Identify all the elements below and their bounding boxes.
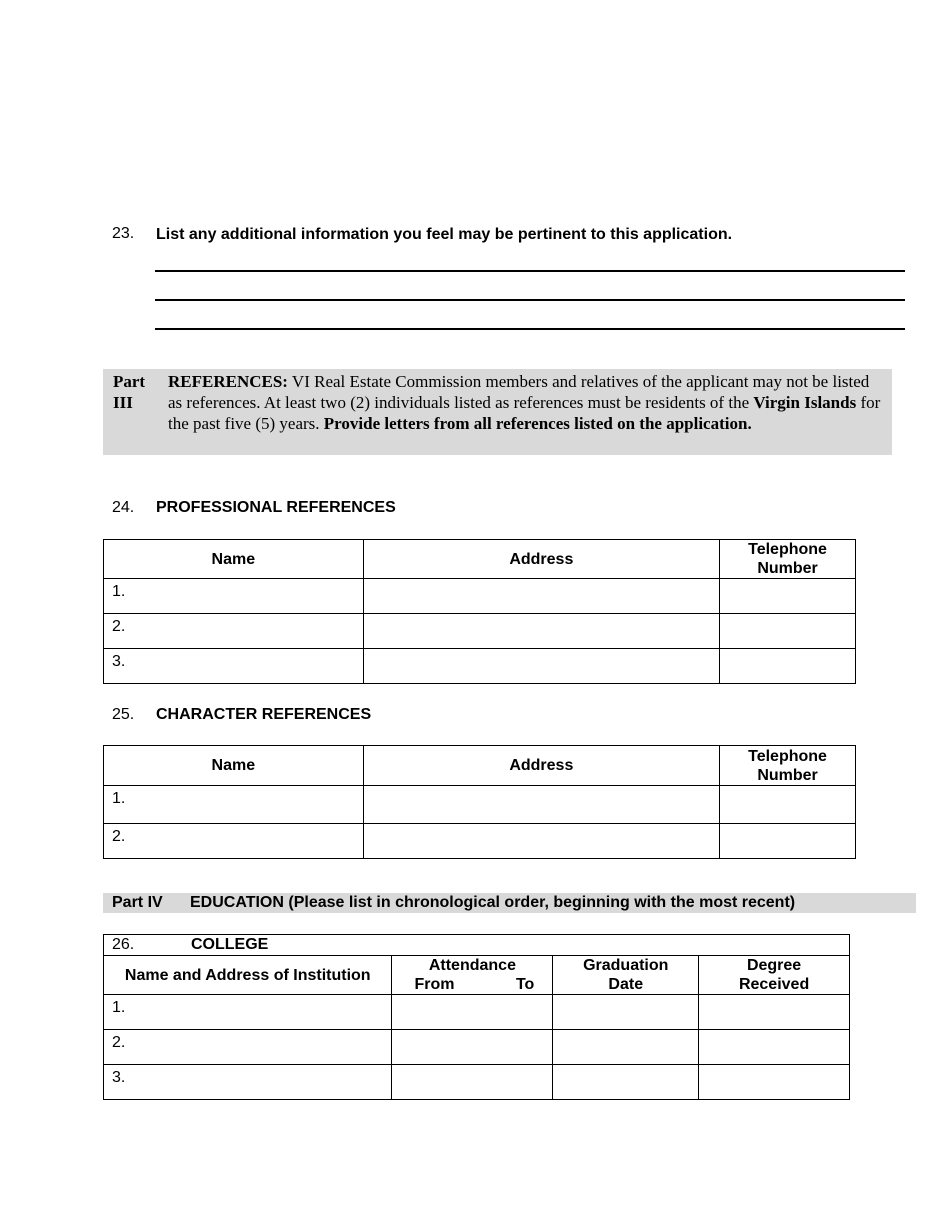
header-graduation-line-2: Date [608, 976, 644, 993]
header-institution: Name and Address of Institution [104, 956, 392, 995]
institution-cell[interactable]: 1. [104, 995, 392, 1030]
institution-cell[interactable]: 3. [104, 1065, 392, 1100]
header-graduation-line-1: Graduation [583, 957, 669, 974]
graduation-date-cell[interactable] [553, 1065, 699, 1100]
references-bold-2: Provide letters from all references listed on the application. [323, 414, 752, 433]
question-25-number: 25. [112, 706, 135, 723]
question-24-number: 24. [112, 499, 135, 516]
part-3-label-line-1: Part [113, 372, 146, 391]
part-4-label: Part IV [112, 894, 163, 911]
telephone-cell[interactable] [720, 786, 856, 824]
header-graduation-date [553, 956, 699, 995]
header-address: Address [363, 540, 719, 579]
table-row [104, 579, 856, 614]
name-cell[interactable]: 3. [104, 649, 364, 684]
header-attendance-sub [392, 975, 552, 994]
header-degree-line-2: Received [738, 976, 810, 993]
table-row [104, 1065, 850, 1100]
table-row [104, 995, 850, 1030]
table-row [104, 786, 856, 824]
college-title-row [104, 935, 850, 956]
part-4-title: EDUCATION (Please list in chronological order, beginning with the most recent) [190, 894, 796, 911]
part-4-education-banner [103, 893, 916, 913]
question-26-title: COLLEGE [191, 936, 269, 953]
table-row [104, 824, 856, 859]
table-header-row [104, 540, 856, 579]
answer-line-1[interactable] [155, 270, 905, 272]
references-text-2: for the past five (5) years. [168, 393, 881, 433]
attendance-cell[interactable] [392, 1030, 553, 1065]
graduation-date-cell[interactable] [553, 1030, 699, 1065]
telephone-cell[interactable] [720, 824, 856, 859]
header-telephone-line-2: Number [757, 560, 818, 577]
answer-line-3[interactable] [155, 328, 905, 330]
part-3-label [113, 371, 163, 413]
table-header-row [104, 956, 850, 995]
address-cell[interactable] [363, 786, 719, 824]
header-to: To [515, 976, 535, 993]
attendance-cell[interactable] [392, 1065, 553, 1100]
part-3-references-banner [103, 369, 892, 455]
name-cell[interactable]: 1. [104, 786, 364, 824]
character-references-table [103, 745, 856, 859]
table-row [104, 649, 856, 684]
header-telephone-line-1: Telephone [748, 541, 827, 558]
header-address: Address [363, 746, 719, 786]
header-from: From [414, 976, 455, 993]
name-cell[interactable]: 2. [104, 824, 364, 859]
answer-line-2[interactable] [155, 299, 905, 301]
college-title-cell [104, 935, 850, 956]
address-cell[interactable] [363, 614, 719, 649]
degree-cell[interactable] [699, 1030, 850, 1065]
header-telephone [720, 540, 856, 579]
references-text-1: VI Real Estate Commission members and relatives of the applicant may not be listed as references. At least two (2) individuals listed as references must be residents of the [168, 372, 870, 412]
question-25-title: CHARACTER REFERENCES [156, 706, 372, 723]
question-26-number: 26. [112, 936, 135, 953]
question-23-text: List any additional information you feel may be pertinent to this application. [156, 226, 733, 243]
name-cell[interactable]: 2. [104, 614, 364, 649]
address-cell[interactable] [363, 579, 719, 614]
telephone-cell[interactable] [720, 579, 856, 614]
address-cell[interactable] [363, 649, 719, 684]
professional-references-table [103, 539, 856, 684]
part-3-instructions [168, 371, 883, 434]
header-attendance-label: Attendance [428, 957, 516, 974]
references-heading: REFERENCES: [168, 372, 288, 391]
question-24-title: PROFESSIONAL REFERENCES [156, 499, 396, 516]
header-degree-received [699, 956, 850, 995]
degree-cell[interactable] [699, 1065, 850, 1100]
header-telephone-line-1: Telephone [748, 747, 827, 765]
institution-cell[interactable]: 2. [104, 1030, 392, 1065]
part-3-label-line-2: III [113, 393, 133, 412]
header-attendance [392, 956, 553, 995]
telephone-cell[interactable] [720, 649, 856, 684]
table-row [104, 614, 856, 649]
table-row [104, 1030, 850, 1065]
header-name: Name [104, 746, 364, 786]
header-telephone-line-2: Number [757, 766, 818, 784]
college-education-table [103, 934, 850, 1100]
header-degree-line-1: Degree [746, 957, 802, 974]
header-telephone [720, 746, 856, 786]
references-bold-1: Virgin Islands [753, 393, 857, 412]
table-header-row [104, 746, 856, 786]
graduation-date-cell[interactable] [553, 995, 699, 1030]
name-cell[interactable]: 1. [104, 579, 364, 614]
header-name: Name [104, 540, 364, 579]
question-23-number: 23. [112, 225, 135, 242]
degree-cell[interactable] [699, 995, 850, 1030]
attendance-cell[interactable] [392, 995, 553, 1030]
address-cell[interactable] [363, 824, 719, 859]
telephone-cell[interactable] [720, 614, 856, 649]
